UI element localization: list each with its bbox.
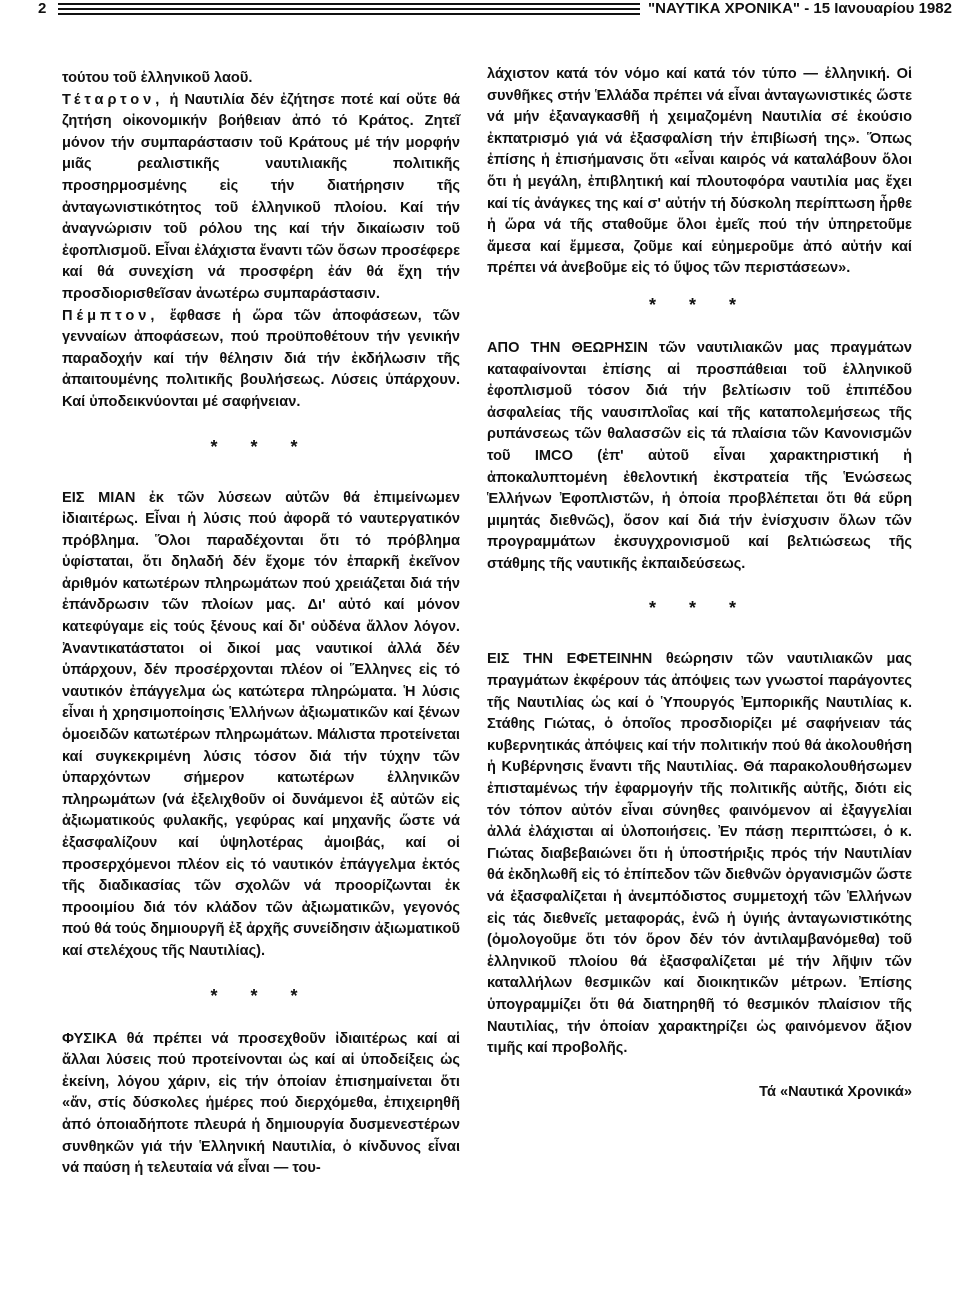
section-separator: * * * — [648, 294, 751, 315]
paragraph-text: ἔφθασε ἡ ὥρα τῶν ἀποφάσεων, τῶν γενναίων ἀποφάσεων, πού προϋποθέτουν τήν γενικήν παραδοχήν καί τήν θέλησιν διά τήν ἐκδήλωσιν τῆς ἀπαιτουμένης πολιτικῆς βουλήσεως. Λύσεις ὑπάρχουν. Καί ὑποδεικνύονται μέ σαφήνειαν. — [62, 307, 460, 410]
paragraph: τούτου τοῦ ἑλληνικοῦ λαοῦ. — [62, 70, 253, 86]
lead-word: Τέταρτον, — [62, 91, 164, 108]
signature: Τά «Ναυτικά Χρονικά» — [759, 1083, 912, 1100]
page-number: 2 — [38, 0, 47, 17]
paragraph: ΦΥΣΙΚΑ θά πρέπει νά προσεχθοῦν ἰδιαιτέρως καί αἱ ἄλλαι λύσεις πού προτείνονται ὡς καί αἱ ὑποδείξεις ὡς ἐκείνη, λόγου χάριν, εἰς τήν ὁποίαν ἐπισημαίνεται ὅτι «ἄν, στίς δύσκολες ἡμέρες πού διερχόμεθα, ἐπιχειρηθῆ ἀπό ὁποιαδήποτε πλευρά ἡ δημιουργία δυσμενεστέρων συνθηκῶν γιά τήν Ἑλληνική Ναυτιλία, ὁ κίνδυνος εἶναι νά παύση ἡ τελευταία νά εἶναι — του- — [62, 1030, 460, 1177]
paragraph — [62, 306, 460, 414]
paragraph: λάχιστον κατά τόν νόμο καί κατά τόν τύπο — ἑλληνική. Οἱ συνθῆκες στήν Ἑλλάδα πρέπει νά εἶναι ἀνταγωνιστικές ὥστε νά μήν ἐξαναγκασθῆ ἡ χειμαζομένη Ναυτιλία σέ ἑκούσιο ἐκπατρισμό γιά νά ἐξασφαλίση τήν ἐπιβίωσή της». Ὅπως ἐπίσης ἡ ἐπισήμανσις ὅτι «εἶναι καιρός νά καταλάβουν ὅλοι ὅτι ἡ μεγάλη, ἐπιβλητική καί πλουτοφόρα ναυτιλία μας ἔχει καί τίς ἀνάγκες της καί σ' αὐτήν τή δύσκολη περίπτωση ἦρθε ἡ ὥρα νά τῆς σταθοῦμε ὅλοι ἐμεῖς πού τήν ὑπηρετοῦμε ἄμεσα καί ἔμμεσα, ζοῦμε καί εὐημεροῦμε ἀπό αὐτήν καί πρέπει νά ἀνεβοῦμε εἰς τό ὕψος τῶν περιστάσεων». — [487, 66, 912, 277]
section-separator: * * * — [210, 985, 312, 1006]
left-column — [62, 68, 460, 1180]
page-header — [0, 0, 964, 22]
masthead: "ΝΑΥΤΙΚΑ ΧΡΟΝΙΚΑ" - 15 Ιανουαρίου 1982 — [648, 0, 952, 17]
paragraph-text: ἡ Ναυτιλία δέν ἐζήτησε ποτέ καί οὔτε θά ζητήση οἰκονομικήν βοήθειαν ἀπό τό Κράτος. Ζητεῖ μόνον τήν συμπαράστασιν τοῦ Κράτους μέ τήν μορφήν μιᾶς ρεαλιστικῆς ναυτιλιακῆς πολιτικῆς προσηρμοσμένης εἰς τήν διατήρησιν τῆς ἀνταγωνιστικότητος τοῦ ἑλληνικοῦ πλοίου. Καί τήν ἀναγνώρισιν τοῦ ρόλου της καί τήν δικαίωσιν τοῦ ἐφοπλισμοῦ. Εἶναι ἐλάχιστα ἔναντι τῶν ὅσων προσέφερε καί θά συνεχίση νά προσφέρη ἐάν θά ἔχη τήν προσδιορισθεῖσαν ἀνωτέρω συμπαράστασιν. — [62, 91, 460, 302]
lead-word: Πέμπτον, — [62, 307, 159, 324]
paragraph: ΕΙΣ ΜΙΑΝ ἐκ τῶν λύσεων αὐτῶν θά ἐπιμείνωμεν ἰδιαιτέρως. Εἶναι ἡ λύσις πού ἀφορᾶ τό ναυτεργατικόν πρόβλημα. Ὅλοι παραδέχονται ὅτι τό πρόβλημα ὑφίσταται, ὅτι δηλαδή δέν ἔχομε τόν ἐπαρκῆ ἐκεῖνον ἀριθμόν κατωτέρων πληρωμάτων πού χρειάζεται διά τήν ἐπάνδρωσιν τῶν πλοίων μας. Δι' αὐτό καί μόνον κατεφύγαμε εἰς τούς ξένους καί δι' οὐδένα ἄλλον λόγον. Ἀναντικατάστατοι οἱ δικοί μας ναυτικοί ἀλλά δέν ὑπάρχουν, δέν προσέρχονται πλέον οἱ Ἕλληνες εἰς τό ναυτικόν ἐπάγγελμα ὡς κατώτερα πληρώματα. Ἡ λύσις εἶναι ἡ χρησιμοποίησις Ἑλλήνων ἀξιωματικῶν καί ξένων ὁμοειδῶν κατωτέρων πληρωμάτων. Μάλιστα προτείνεται καί συγκεκριμένη λύσις τόσον διά τήν τύχην τῶν ὑπαρχόντων σήμερον κατωτέρων ἑλληνικῶν πληρωμάτων (νά ἐξελιχθοῦν οἱ δυνάμενοι ἐξ αὐτῶν εἰς ἀξιωματικούς φυλακῆς, γεφύρας καί μηχανῆς ὥστε νά ἐξασφαλίζουν καί ὑψηλοτέρας ἀμοιβάς, καί οἱ προσερχόμενοι πλέον εἰς τό ναυτικόν ἐπάγγελμα ἐκτός τῆς διαδικασίας τῶν σχολῶν νά προορίζωνται ἐκ προοιμίου διά τόν κλάδον τῶν ἀξιωματικῶν, γεγονός πού θά τούς δημιουργῆ ἐξ ἀρχῆς συνείδησιν ἀξιωματικοῦ καί στελέχους τῆς Ναυτιλίας). — [62, 489, 460, 959]
section-separator: * * * — [210, 436, 312, 457]
paragraph: ΕΙΣ ΤΗΝ ΕΦΕΤΕΙΝΗΝ θεώρησιν τῶν ναυτιλιακῶν μας πραγμάτων ἐκφέρουν τάς ἀπόψεις των γνωστοί παράγοντες τῆς Ναυτιλίας ὡς καί ὁ Ὑπουργός Ἐμπορικῆς Ναυτιλίας κ. Στάθης Γιώτας, ὁ ὁποῖος προσδιορίζει μέ σαφήνειαν τάς κυβερνητικάς ἀπόψεις καί τήν πολιτικήν πού θά ἀκολουθήση ἡ Κυβέρνησις ἔναντι τῆς Ναυτιλίας. Θά παρακολουθήσωμεν ἐπισταμένως τήν ἐφαρμογήν τῆς πολιτικῆς αὐτῆς, διότι εἰς τόν τόπον αὐτόν εἶναι σύνηθες φαινόμενον αἱ ἐξαγγελίαι ἀλλά ἐλάχισται αἱ ὑλοποιήσεις. Ἐν πάσῃ περιπτώσει, ὁ κ. Γιώτας διαβεβαιώνει ὅτι ἡ ὑποστήριξις πρός τήν Ναυτιλίαν θά ἐκδηλωθῆ εἰς τό ἐπίπεδον τῶν διεθνῶν ὀργανισμῶν ὥστε νά ἐξασφαλίζεται ἡ ἀνεμπόδιστος συμμετοχή τῶν Ἑλλήνων εἰς τάς διεθνεῖς μεταφοράς, ἐνῶ ἡ ὑγιής ἀνταγωνιστικότης (ὁμολογοῦμε ὅτι τόν ὅρον δέν τόν ἀντιλαμβανόμεθα) τοῦ ἑλληνικοῦ πλοίου θά ἐξασφαλίζεται μέ τήν λῆψιν τῶν καταλλήλων θεσμικῶν καί διοικητικῶν μέτρων. Ἐπίσης ὑπογραμμίζει ὅτι θά διατηρηθῆ τό θεσμικόν πλαίσιον τῆς Ναυτιλίας, τήν ὁποίαν χαρακτηρίζει ὡς φαινόμενον ἄξιον τιμῆς καί προβολῆς. — [487, 651, 912, 1057]
header-rule — [58, 8, 640, 10]
paragraph: ΑΠΟ ΤΗΝ ΘΕΩΡΗΣΙΝ τῶν ναυτιλιακῶν μας πραγμάτων καταφαίνονται ἐπίσης αἱ προσπάθειαι τοῦ ἑλληνικοῦ ἐφοπλισμοῦ τόσον διά τήν βελτίωσιν τοῦ ἐπιπέδου ἀσφαλείας τῆς ναυσιπλοΐας καί τῆς καταπολεμήσεως τῆς ρυπάνσεως τῶν θαλασσῶν εἰς τά πλαίσια τῶν Κανονισμῶν τοῦ IMCO (ἐπ' αὐτοῦ εἶναι χαρακτηριστική ἡ ἀποκαλυπτομένη ἐθελοντική ἐκστρατεία τῆς Ἑνώσεως Ἑλλήνων Ἐφοπλιστῶν, ἡ ὁποία προβλέπεται ὅτι θά εὕρη μιμητάς διεθνῶς), ὅσον καί διά τήν ἐνίσχυσιν ὅλων τῶν προγραμμάτων ἐκσυγχρονισμοῦ καί βελτιώσεως τῆς στάθμης τῆς ναυτικῆς ἐκπαιδεύσεως. — [487, 339, 912, 572]
header-rule — [58, 13, 640, 15]
paragraph — [62, 90, 460, 306]
section-separator: * * * — [648, 598, 751, 619]
right-column — [487, 64, 912, 1103]
header-rule — [58, 3, 640, 5]
